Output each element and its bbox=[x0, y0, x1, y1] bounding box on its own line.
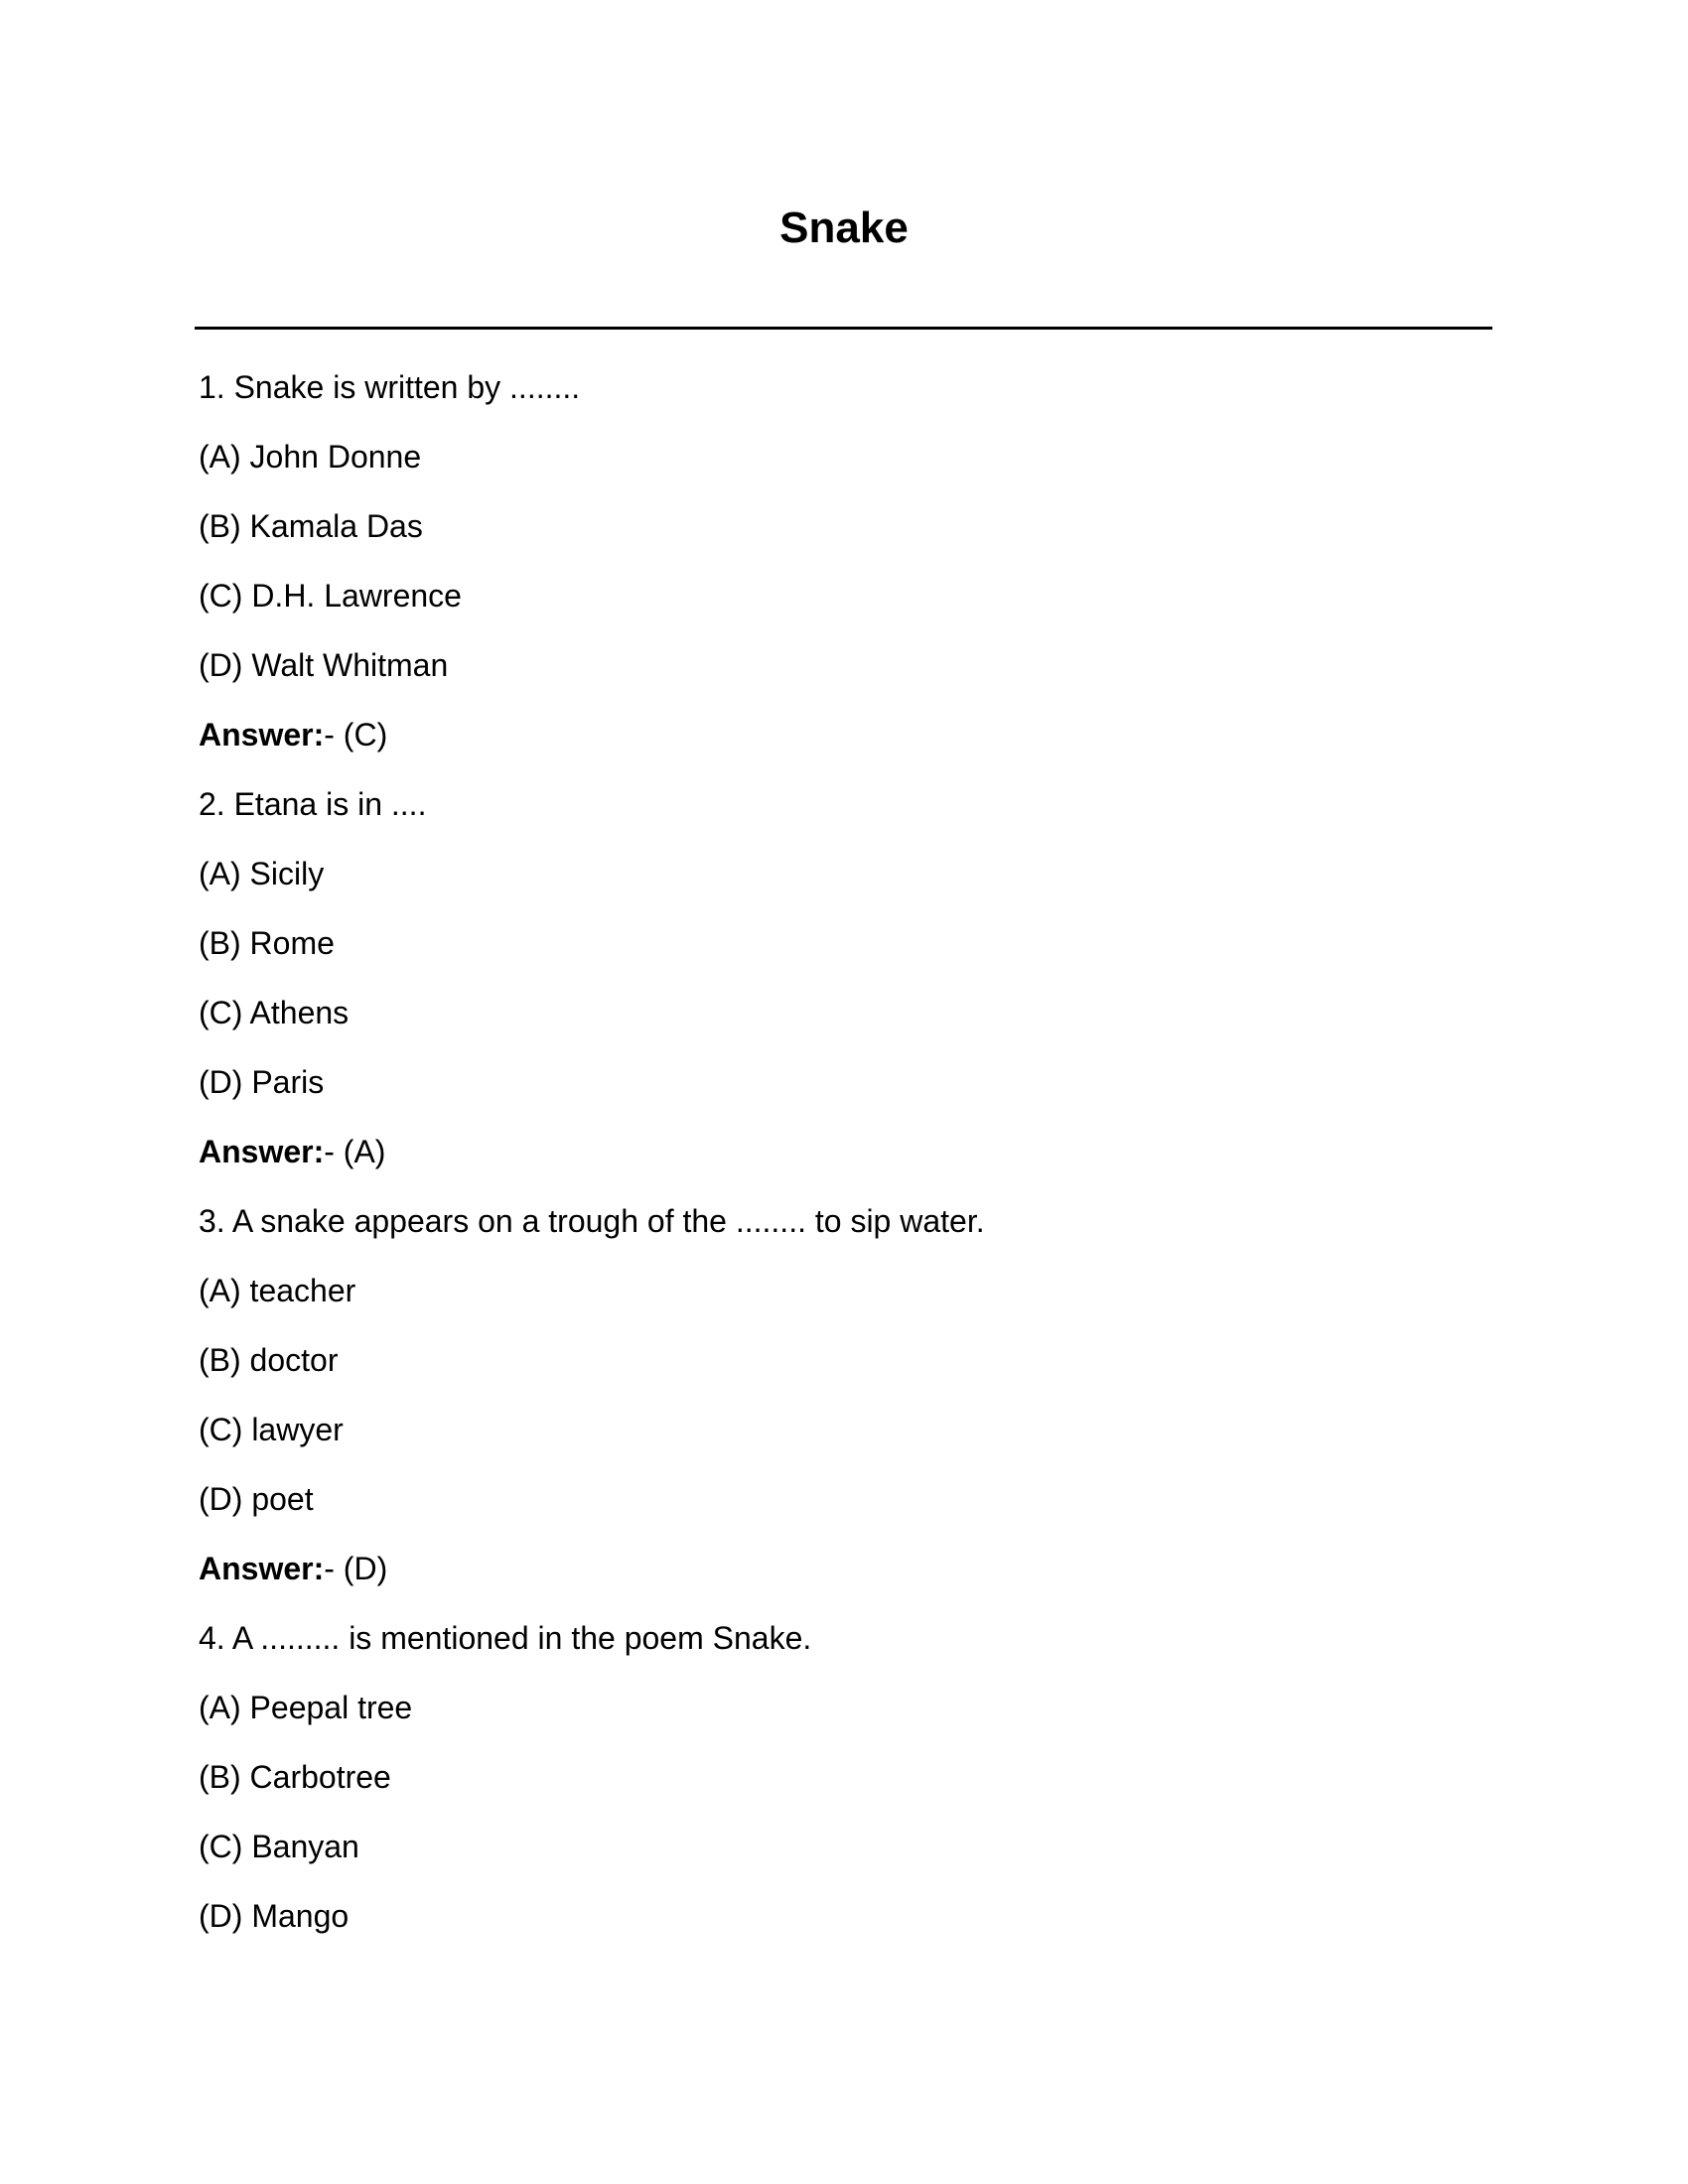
question-text: 1. Snake is written by ........ bbox=[199, 369, 581, 405]
option-d: (D) Mango bbox=[199, 1898, 350, 1934]
page-title: Snake bbox=[779, 204, 909, 252]
option-d: (D) Paris bbox=[199, 1064, 325, 1100]
option-b: (B) Kamala Das bbox=[199, 508, 423, 544]
option-a: (A) Sicily bbox=[199, 856, 325, 891]
option-a: (A) Peepal tree bbox=[199, 1690, 413, 1725]
option-c: (C) lawyer bbox=[199, 1412, 344, 1447]
title-divider bbox=[195, 327, 1492, 330]
answer-line bbox=[199, 1534, 1489, 1603]
answer-value: - (D) bbox=[324, 1551, 388, 1586]
option-c: (C) Banyan bbox=[199, 1829, 359, 1864]
question-text: 2. Etana is in .... bbox=[199, 786, 427, 822]
option-a: (A) teacher bbox=[199, 1273, 356, 1308]
answer-value: - (C) bbox=[324, 717, 388, 752]
answer-label: Answer: bbox=[199, 1134, 325, 1169]
question-text: 4. A ......... is mentioned in the poem Snake. bbox=[199, 1620, 812, 1656]
option-b: (B) Carbotree bbox=[199, 1759, 391, 1795]
option-d: (D) poet bbox=[199, 1481, 314, 1517]
option-d: (D) Walt Whitman bbox=[199, 647, 449, 683]
option-c: (C) D.H. Lawrence bbox=[199, 578, 462, 614]
answer-label: Answer: bbox=[199, 1551, 325, 1586]
answer-line bbox=[199, 700, 1489, 769]
option-a: (A) John Donne bbox=[199, 439, 422, 475]
option-b: (B) Rome bbox=[199, 925, 335, 961]
answer-line bbox=[199, 1117, 1489, 1186]
question-list bbox=[199, 352, 1489, 1951]
answer-value: - (A) bbox=[324, 1134, 386, 1169]
answer-label: Answer: bbox=[199, 717, 325, 752]
option-c: (C) Athens bbox=[199, 995, 350, 1030]
question-text: 3. A snake appears on a trough of the ........ to sip water. bbox=[199, 1203, 985, 1239]
option-b: (B) doctor bbox=[199, 1342, 339, 1378]
